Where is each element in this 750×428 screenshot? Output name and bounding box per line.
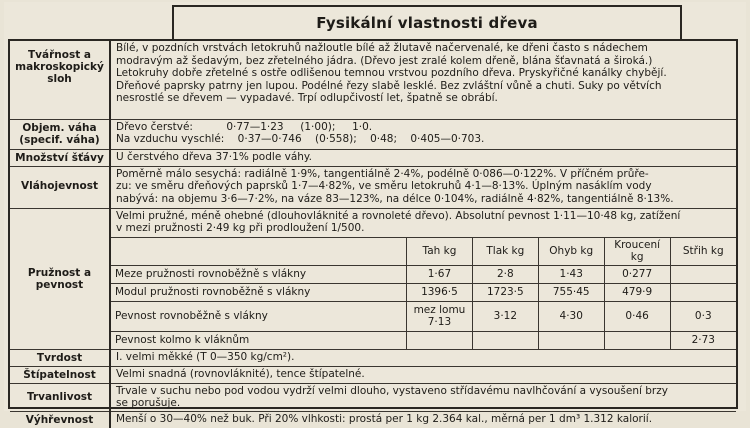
- strength-row: [111, 283, 736, 301]
- title-box: [172, 5, 682, 39]
- text-line: nesrostlé se dřevem — vypadavé. Trpí odlupčivostí let, špatně se obrábí.: [116, 92, 498, 104]
- cell: 1396·5: [407, 283, 473, 301]
- cell: [670, 283, 736, 301]
- text-line: U čerstvého dřeva 37·1% podle váhy.: [116, 150, 312, 163]
- cell: 0·46: [604, 301, 670, 331]
- cell: 755·45: [538, 283, 604, 301]
- row-moisture: [10, 166, 736, 208]
- row-hardness: [10, 349, 736, 366]
- label-weight: Objem. váha (specif. váha): [10, 119, 110, 149]
- header-cell: [111, 237, 407, 265]
- value-appearance: [110, 41, 736, 119]
- strength-row: [111, 301, 736, 331]
- row-sap: [10, 149, 736, 166]
- value-moisture: [110, 166, 736, 208]
- value-durability: [110, 383, 736, 411]
- row-heat: [10, 411, 736, 428]
- cell: [538, 331, 604, 349]
- row-label: Pevnost kolmo k vláknům: [111, 331, 407, 349]
- row-weight: [10, 119, 736, 149]
- header-compression: Tlak kg: [472, 237, 538, 265]
- cell: 0·3: [670, 301, 736, 331]
- text-line: Velmi snadná (rovnovláknité), tence štípatelné.: [116, 367, 365, 380]
- cell: 1723·5: [472, 283, 538, 301]
- text-line: modravým až šedavým, bez zřetelného jádra. (Dřevo jest zralé kolem dřeně, blána šťavnatá a široká.): [116, 54, 653, 67]
- cell: 2·8: [472, 265, 538, 283]
- label-elasticity: Pružnost a pevnost: [10, 208, 110, 349]
- row-label: Modul pružnosti rovnoběžně s vlákny: [111, 283, 407, 301]
- row-label: Meze pružnosti rovnoběžně s vlákny: [111, 265, 407, 283]
- header-torsion: Kroucení kg: [604, 237, 670, 265]
- cell: [407, 331, 473, 349]
- value-splitting: [110, 366, 736, 383]
- text-line: Poměrně málo sesychá: radiálně 1·9%, tangentiálně 2·4%, podélně 0·086—0·122%. V příčném průře-: [116, 167, 649, 180]
- cell: 479·9: [604, 283, 670, 301]
- strength-header-row: [111, 237, 736, 265]
- strength-table: [111, 237, 736, 349]
- text-line: Velmi pružné, méně ohebné (dlouhovláknité a rovnoleté dřevo). Absolutní pevnost 1·11—10·48 kg, zatížení: [116, 209, 681, 222]
- cell: [604, 331, 670, 349]
- row-label: Pevnost rovnoběžně s vlákny: [111, 301, 407, 331]
- label-appearance: Tvářnost a makroskopický sloh: [10, 41, 110, 119]
- row-splitting: [10, 366, 736, 383]
- row-durability: [10, 383, 736, 411]
- text-line: Trvale v suchu nebo pod vodou vydrží velmi dlouho, vystaveno střídavému navlhčování a vysoušení brzy: [116, 384, 668, 397]
- text-line: se porušuje.: [116, 397, 181, 409]
- label-moisture: Vláhojevnost: [10, 166, 110, 208]
- row-elasticity: [10, 208, 736, 349]
- text-line: Dřeňové paprsky patrny jen lupou. Podélné řezy slabě lesklé. Bez zvláštní vůně a chuti. Suky po větvích: [116, 79, 662, 92]
- cell: mez lomu 7·13: [407, 301, 473, 331]
- label-hardness: Tvrdost: [10, 349, 110, 366]
- value-elasticity: [110, 208, 736, 349]
- label-heat: Výhřevnost: [10, 411, 110, 428]
- text-line: Dřevo čerstvé: 0·77—1·23 (1·00); 1·0.: [116, 120, 373, 133]
- strength-row: [111, 265, 736, 283]
- cell: 1·43: [538, 265, 604, 283]
- text-line: I. velmi měkké (T 0—350 kg/cm²).: [116, 350, 295, 363]
- cell: 0·277: [604, 265, 670, 283]
- document-page: [4, 2, 746, 426]
- label-durability: Trvanlivost: [10, 383, 110, 411]
- cell: 1·67: [407, 265, 473, 283]
- label-sap: Množství šťávy: [10, 149, 110, 166]
- text-line: nabývá: na objemu 3·6—7·2%, na váze 83—123%, na délce 0·104%, radiálně 4·82%, tangentiálně 8·13%.: [116, 192, 674, 205]
- cell: [670, 265, 736, 283]
- row-appearance: [10, 41, 736, 119]
- text-line: v mezi pružnosti 2·49 kg při prodloužení 1/500.: [116, 222, 365, 234]
- properties-table: [10, 41, 736, 428]
- cell: 4·30: [538, 301, 604, 331]
- page-title: Fysikální vlastnosti dřeva: [316, 14, 538, 32]
- value-sap: [110, 149, 736, 166]
- text-line: Menší o 30—40% než buk. Při 20% vlhkosti: prostá per 1 kg 2.364 kal., měrná per 1 dm³ 1.312 kalorií.: [116, 412, 653, 425]
- cell: 2·73: [670, 331, 736, 349]
- value-hardness: [110, 349, 736, 366]
- strength-row: [111, 331, 736, 349]
- text-line: Bílé, v pozdních vrstvách letokruhů nažloutle bílé až žlutavě načervenalé, ke dřeni často s nádechem: [116, 42, 648, 54]
- header-tension: Tah kg: [407, 237, 473, 265]
- header-bending: Ohyb kg: [538, 237, 604, 265]
- text-line: zu: ve směru dřeňových paprsků 1·7—4·82%, ve směru letokruhů 4·1—8·13%. Úplným nasáklím vody: [116, 180, 652, 192]
- text-line: Letokruhy dobře zřetelné s ostře odlišenou temnou vrstvou pozdního dřeva. Pryskyřičné kanálky chybějí.: [116, 67, 667, 79]
- cell: [472, 331, 538, 349]
- properties-table-frame: [8, 39, 738, 426]
- label-splitting: Štípatelnost: [10, 366, 110, 383]
- header-shear: Střih kg: [670, 237, 736, 265]
- value-heat: [110, 411, 736, 428]
- cell: 3·12: [472, 301, 538, 331]
- value-weight: [110, 119, 736, 149]
- text-line: Na vzduchu vyschlé: 0·37—0·746 (0·558); 0·48; 0·405—0·703.: [116, 133, 485, 145]
